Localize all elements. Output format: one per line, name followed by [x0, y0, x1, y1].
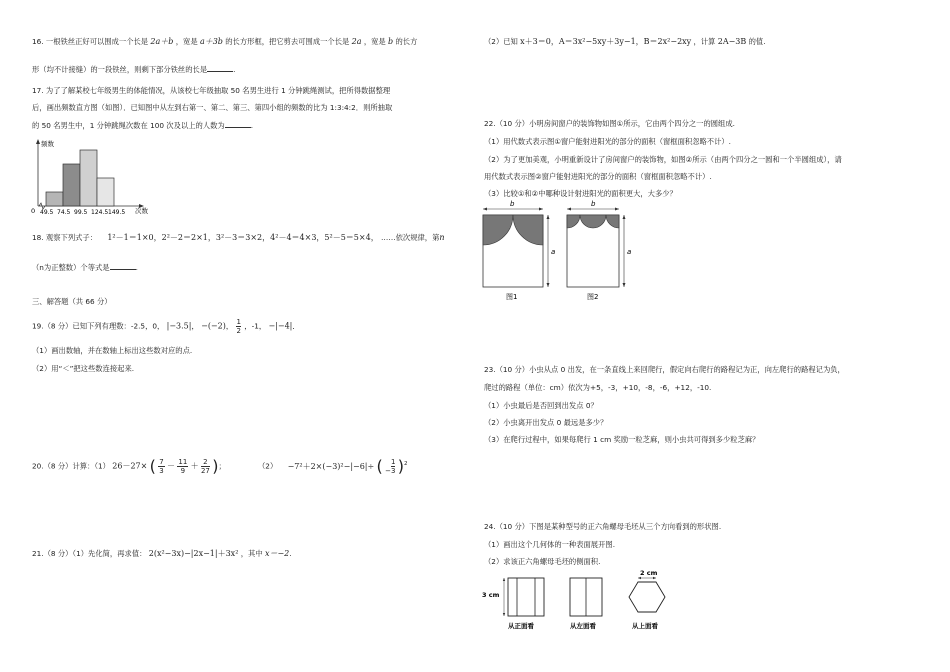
- q19-neg-abs: −(−2): [201, 321, 226, 331]
- q21b-conditions: x＋3＝0，A＝3x²−5xy＋3y−1，B＝2x²−2xy: [520, 37, 692, 46]
- q21b-target: 2A−3B: [717, 37, 747, 46]
- section-3-heading: 三、解答题（共 66 分）: [32, 297, 112, 306]
- fig1-a-label: a: [551, 248, 556, 256]
- q16-text-d: ，宽是: [363, 37, 386, 46]
- q18-answer-blank[interactable]: [110, 262, 136, 270]
- q16-new-width-expr: b: [388, 37, 394, 46]
- q18-sequence: 1²－1＝1×0，2²－2＝2×1，3²－3＝3×2，4²－4＝4×3，5²－5＝5×4，: [107, 233, 379, 242]
- q20-lead: 20.（8 分）计算：（1）: [32, 461, 110, 471]
- hist-ylabel: 频数: [41, 140, 54, 148]
- q24-side-label: 2 cm: [640, 569, 658, 577]
- q20-expr1-start: 26－27×: [112, 461, 148, 471]
- hist-tick-label: 124.5: [91, 209, 109, 216]
- hist-tick-label: 99.5: [74, 209, 88, 216]
- q20-part2: （2） −7²＋2×(−3)²−|−6|÷ ( − $\frac{1}{3}$ )$^2$: [258, 456, 408, 476]
- hist-bar-2: [63, 164, 80, 206]
- q19-part1: （1）画出数轴，并在数轴上标出这些数对应的点.: [32, 346, 193, 355]
- q16-text-e: 的长方: [395, 37, 418, 46]
- hist-bar-4: [97, 178, 114, 206]
- fig1-b-label: b: [510, 200, 515, 208]
- q24-three-views: [478, 566, 678, 634]
- q22-line1: 22.（10 分）小明房间窗户的装饰物如图①所示，它由两个四分之一的圆组成.: [484, 119, 735, 128]
- q24-height-label: 3 cm: [482, 591, 500, 599]
- q19-abs-1: |−3.5|: [166, 321, 192, 331]
- fig2-a-label: a: [627, 248, 632, 256]
- hist-tick-label: 74.5: [57, 209, 71, 216]
- hist-tick-label: 149.5: [108, 209, 126, 216]
- q24-part1: （1）画出这个几何体的一种表面展开图.: [484, 540, 616, 549]
- q19-part2: （2）用“＜”把这些数连接起来.: [32, 364, 135, 373]
- q16-text-b: ，宽是: [175, 37, 198, 46]
- q22-part2: （2）为了更加美观，小明重新设计了房间窗户的装饰物，如图②所示（由两个四分之一圆和一个半圆组成），请: [484, 155, 842, 164]
- q22-figure-1: [483, 200, 555, 301]
- hist-bar-1: [46, 192, 63, 206]
- q21b-mid: ，计算: [693, 37, 716, 46]
- q18-n: n: [439, 233, 445, 242]
- q24-top-view: [629, 569, 665, 630]
- q22-part2-cont: 用代数式表示图②窗户能射进阳光的部分的面积（窗框面积忽略不计）.: [484, 172, 712, 181]
- q24-top-caption: 从上面看: [632, 622, 658, 630]
- q16-width-expr: a＋3b: [199, 37, 223, 46]
- q24-left-caption: 从左面看: [570, 622, 596, 630]
- q21-line: 21.（8 分）（1）先化简，再求值： 2(x²−3x)−|2x−1|＋3x² ，其中 x＝−2.: [32, 549, 292, 558]
- q23-part3: （3）在爬行过程中，如果每爬行 1 cm 奖励一粒芝麻，则小虫共可得到多少粒芝麻？: [484, 435, 760, 444]
- fig2-b-label: b: [591, 200, 596, 208]
- q21-mid: ，其中: [240, 549, 263, 558]
- q19-text-b: ，-1，: [244, 321, 267, 331]
- hist-origin: 0: [31, 207, 36, 215]
- q20-line: 20.（8 分）计算：（1） 26－27× ( $\frac{7}{3}$ － $\frac{11}{9}$ ＋ $\frac{2}{27}$ )；: [32, 456, 226, 476]
- q16-text-line2: 形（均不计接缝）的一段铁丝，则剩下部分铁丝的长是: [32, 65, 208, 74]
- q16-line1: [32, 37, 417, 47]
- q17-line1: 17. 为了了解某校七年级男生的体能情况，从该校七年级抽取 50 名男生进行 1 分钟跳绳测试，把所得数据整理: [32, 86, 391, 95]
- q22-figure-2: [567, 200, 631, 301]
- q20-expr2: −7²＋2×(−3)²−|−6|÷: [287, 461, 375, 471]
- q19-abs-2: −|−4|: [268, 321, 293, 331]
- q16-new-length-expr: 2a: [351, 37, 362, 46]
- q16-text-a: 16. 一根铁丝正好可以围成一个长是: [32, 37, 149, 46]
- q16-line2: 形（均不计接缝）的一段铁丝，则剩下部分铁丝的长是 .: [32, 65, 236, 74]
- hist-xlabel: 次数: [135, 207, 148, 215]
- q24-front-view: [482, 578, 544, 630]
- q21b-end: 的值.: [748, 37, 766, 46]
- q17-line3: 的 50 名男生中，1 分钟跳绳次数在 100 次及以上的人数为 .: [32, 121, 254, 130]
- q20-frac-3: $\frac{2}{27}$: [200, 458, 210, 475]
- q16-text-c: 的长方形框，把它剪去可围成一个长是: [225, 37, 350, 46]
- q17-answer-blank[interactable]: [225, 120, 251, 128]
- hist-y-arrow: [36, 139, 40, 144]
- q23-part1: （1）小虫最后是否回到出发点 0？: [484, 401, 598, 410]
- q19-fraction: $\frac{1}{2}$: [236, 318, 241, 335]
- q20-frac-4: − $\frac{1}{3}$: [385, 458, 396, 475]
- q18-line1: [32, 233, 445, 243]
- q18-line2: （n为正整数）个等式是 .: [32, 263, 138, 272]
- q17-histogram: [28, 136, 168, 218]
- q19-line1: 19.（8 分）已知下列有理数：-2.5，0， |−3.5|， −(−2)， $\frac{1}{2}$ ，-1， −|−4|．: [32, 318, 300, 335]
- hist-bar-3: [80, 150, 97, 206]
- q16-length-expr: 2a＋b: [150, 37, 174, 46]
- q16-answer-blank[interactable]: [207, 64, 233, 72]
- q24-hexagon: [629, 582, 665, 612]
- q21b-line: [484, 37, 766, 47]
- q21-x-value: x＝−2: [264, 549, 290, 558]
- q21-expr: 2(x²−3x)−|2x−1|＋3x²: [148, 549, 239, 558]
- fig2-caption: 图2: [587, 293, 599, 301]
- q22-part1: （1）用代数式表示图①窗户能射进阳光的部分的面积（窗框面积忽略不计）.: [484, 137, 732, 146]
- q17-text-line3: 的 50 名男生中，1 分钟跳绳次数在 100 次及以上的人数为: [32, 121, 225, 130]
- q23-line2: 爬过的路程（单位：cm）依次为+5，-3，+10，-8，-6，+12，-10.: [484, 383, 712, 392]
- hist-tick-label: 49.5: [40, 209, 54, 216]
- q17-line2: 后，画出频数直方图（如图）．已知图中从左到右第一、第二、第三、第四小组的频数的比为 1:3:4:2．则所抽取: [32, 103, 393, 112]
- q22-part3: （3）比较①和②中哪种设计射进阳光的面积更大，大多少？: [484, 189, 677, 198]
- q22-figures: [478, 200, 658, 306]
- q20-frac-1: $\frac{7}{3}$: [159, 458, 164, 475]
- q23-part2: （2）小虫离开出发点 0 最远是多少？: [484, 418, 608, 427]
- q24-front-caption: 从正面看: [508, 622, 534, 630]
- q18-lead: 18. 观察下列式子：: [32, 233, 98, 242]
- q20-frac-2: $\frac{11}{9}$: [178, 458, 188, 475]
- q19-text-a: 19.（8 分）已知下列有理数：-2.5，0，: [32, 321, 165, 331]
- q21b-lead: （2）已知: [484, 37, 518, 46]
- fig1-caption: 图1: [506, 293, 518, 301]
- q24-line1: 24.（10 分）下图是某种型号的正六角螺母毛坯从三个方向看到的形状图.: [484, 522, 722, 531]
- q24-left-view: [570, 578, 602, 630]
- q18-text-line2: （n为正整数）个等式是: [32, 263, 110, 272]
- q18-tail: ……依次规律，第: [381, 233, 440, 242]
- q20-lead2: （2）: [258, 461, 278, 471]
- q20-expr1-paren: (: [149, 456, 156, 476]
- q23-line1: 23.（10 分）小虫从点 0 出发，在一条直线上来回爬行，假定向右爬行的路程记为正，向左爬行的路程记为负，: [484, 365, 845, 374]
- q24-part2: （2）求该正六角螺母毛坯的侧面积.: [484, 557, 601, 566]
- q21-lead: 21.（8 分）（1）先化简，再求值：: [32, 549, 147, 558]
